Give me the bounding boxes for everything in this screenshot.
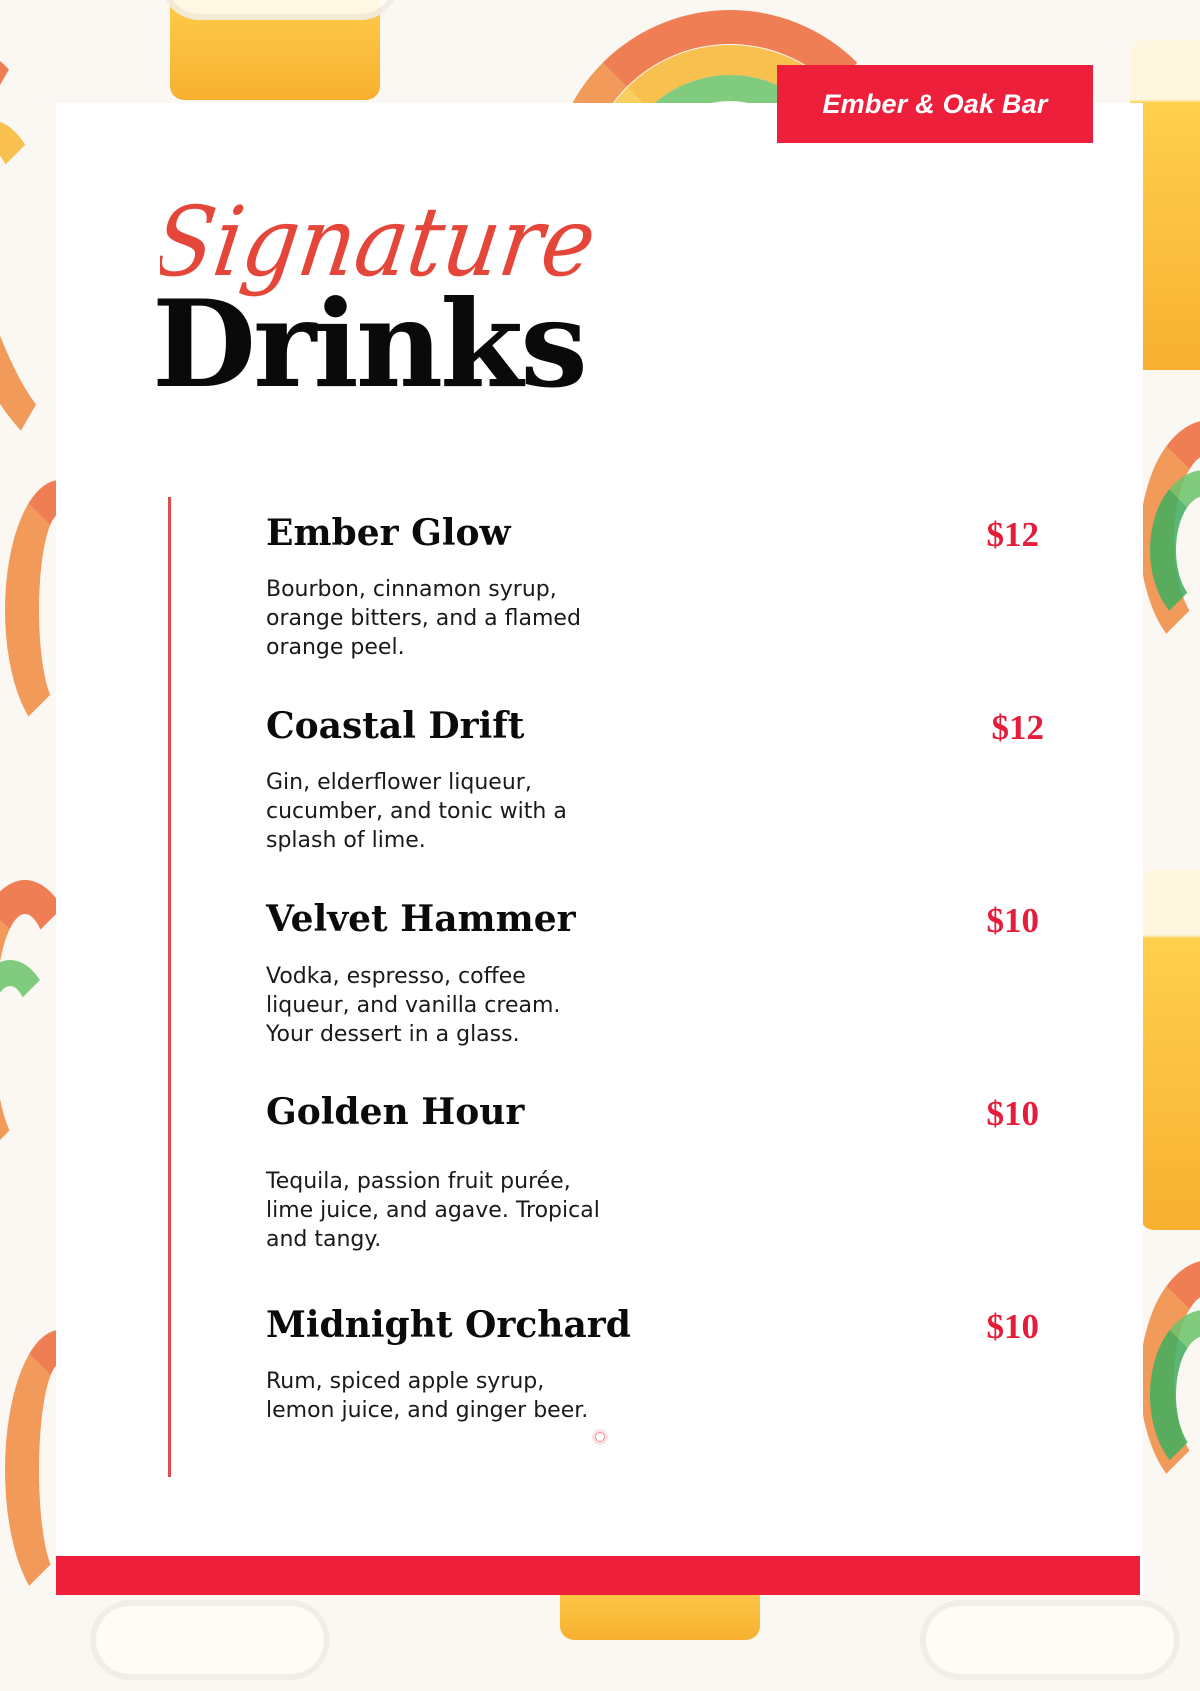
timeline-divider: [168, 497, 171, 1477]
drink-name: Ember Glow: [266, 512, 511, 554]
footer-bar: [56, 1556, 1140, 1595]
drink-description: Tequila, passion fruit purée, lime juice, and agave. Tropical and tangy.: [266, 1169, 600, 1252]
drink-description: Bourbon, cinnamon syrup, orange bitters, and a flamed orange peel.: [266, 577, 581, 660]
small-circle-icon: [595, 1432, 605, 1442]
script-title-text: Signature: [160, 185, 620, 298]
drink-price: $12: [986, 515, 1039, 554]
drink-price: $12: [991, 708, 1044, 747]
beer-mug-illustration: [1140, 870, 1200, 1230]
drink-name: Velvet Hammer: [266, 898, 576, 940]
drink-price: $10: [986, 1094, 1039, 1133]
drink-name: Golden Hour: [266, 1091, 525, 1133]
drink-description: Vodka, espresso, coffee liqueur, and vanilla cream. Your dessert in a glass.: [266, 964, 561, 1047]
drink-name: Midnight Orchard: [266, 1304, 631, 1346]
drink-description: Rum, spiced apple syrup, lemon juice, and ginger beer.: [266, 1369, 589, 1423]
brand-tag: Ember & Oak Bar: [777, 65, 1093, 143]
drink-description: Gin, elderflower liqueur, cucumber, and tonic with a splash of lime.: [266, 770, 567, 853]
beer-foam-illustration: [90, 1600, 330, 1680]
drink-price: $10: [986, 1307, 1039, 1346]
drink-price: $10: [986, 901, 1039, 940]
beer-foam-illustration: [920, 1600, 1180, 1680]
page-title: Drinks: [152, 274, 585, 415]
drink-name: Coastal Drift: [266, 705, 525, 747]
beer-foam-illustration: [160, 0, 400, 20]
